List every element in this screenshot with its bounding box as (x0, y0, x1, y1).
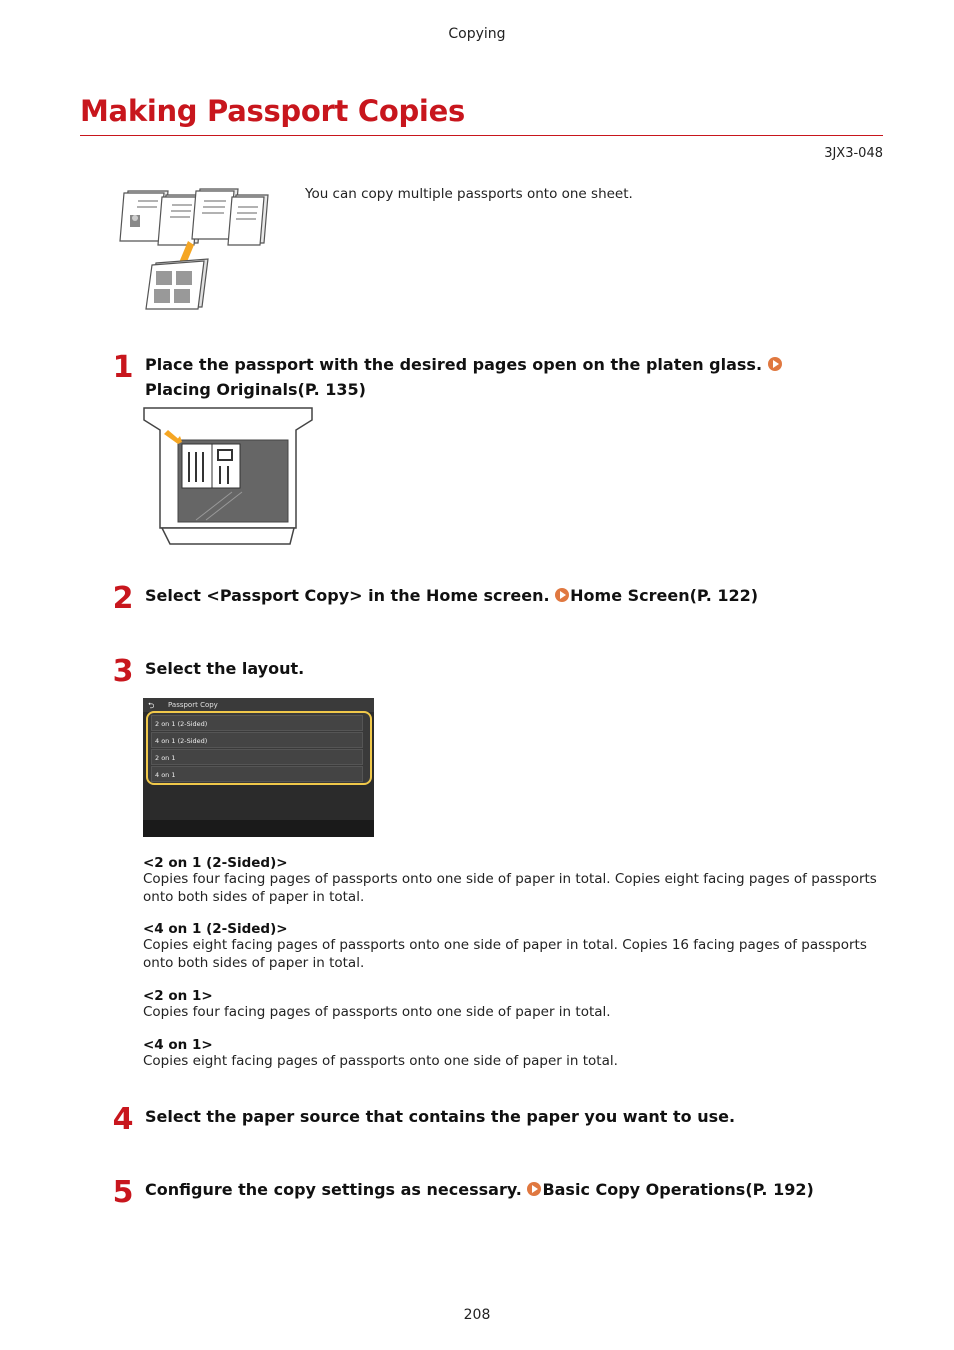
screen-option[interactable]: 2 on 1 (151, 749, 363, 765)
step-1-number: 1 (112, 350, 134, 385)
step-5-instruction: Configure the copy settings as necessary. (145, 1180, 528, 1199)
screen-title: Passport Copy (168, 701, 218, 709)
running-header: Copying (448, 26, 506, 42)
option-description: Copies eight facing pages of passports onto one side of paper in total. (143, 1053, 618, 1069)
placing-originals-link-label: Placing Originals(P. 135) (145, 380, 366, 399)
option-title: <4 on 1 (2-Sided)> (143, 921, 288, 937)
step-2-number: 2 (112, 581, 134, 616)
passport-copy-illustration (118, 185, 272, 311)
screen-footer (143, 820, 374, 837)
step-1-text (145, 352, 845, 402)
basic-copy-operations-link[interactable] (527, 1180, 813, 1199)
screen-option[interactable]: 2 on 1 (2-Sided) (151, 715, 363, 731)
option-title: <2 on 1> (143, 988, 213, 1004)
document-id: 3JX3-048 (824, 146, 883, 161)
step-5-text (145, 1177, 845, 1202)
screen-option[interactable]: 4 on 1 (2-Sided) (151, 732, 363, 748)
step-4-number: 4 (112, 1102, 134, 1137)
back-icon[interactable]: ⮌ (148, 701, 155, 710)
page-title: Making Passport Copies (80, 94, 465, 128)
step-3-text: Select the layout. (145, 659, 305, 678)
step-3-number: 3 (112, 654, 134, 689)
option-description: Copies eight facing pages of passports onto one side of paper in total. Copies 16 facing pages of passports onto both sides of paper in total. (143, 937, 867, 971)
step-1-instruction: Place the passport with the desired pages open on the platen glass. (145, 355, 768, 374)
platen-glass-illustration (142, 406, 314, 548)
step-5-number: 5 (112, 1175, 134, 1210)
page-number: 208 (463, 1307, 491, 1323)
step-4-text: Select the paper source that contains the paper you want to use. (145, 1107, 736, 1126)
option-4on1 (143, 1037, 888, 1071)
option-2on1 (143, 988, 888, 1022)
home-screen-link-label: Home Screen(P. 122) (570, 586, 759, 605)
link-arrow-icon (555, 588, 569, 602)
home-screen-link[interactable] (555, 586, 758, 605)
step-2-text (145, 583, 845, 608)
option-4on1-2sided (143, 921, 888, 972)
option-title: <2 on 1 (2-Sided)> (143, 855, 288, 871)
step-2-instruction: Select <Passport Copy> in the Home screen. (145, 586, 556, 605)
option-description: Copies four facing pages of passports onto one side of paper in total. (143, 1004, 611, 1020)
screen-header (143, 698, 374, 712)
basic-copy-operations-link-label: Basic Copy Operations(P. 192) (542, 1180, 814, 1199)
passport-copy-screen (143, 698, 374, 837)
option-highlight (146, 711, 372, 785)
title-rule (80, 135, 883, 136)
link-arrow-icon (768, 357, 782, 371)
intro-text: You can copy multiple passports onto one sheet. (305, 186, 633, 202)
option-title: <4 on 1> (143, 1037, 213, 1053)
screen-option[interactable]: 4 on 1 (151, 766, 363, 782)
link-arrow-icon (527, 1182, 541, 1196)
option-description: Copies four facing pages of passports onto one side of paper in total. Copies eight facing pages of passports onto both sides of paper in total. (143, 871, 877, 905)
option-2on1-2sided (143, 855, 888, 906)
